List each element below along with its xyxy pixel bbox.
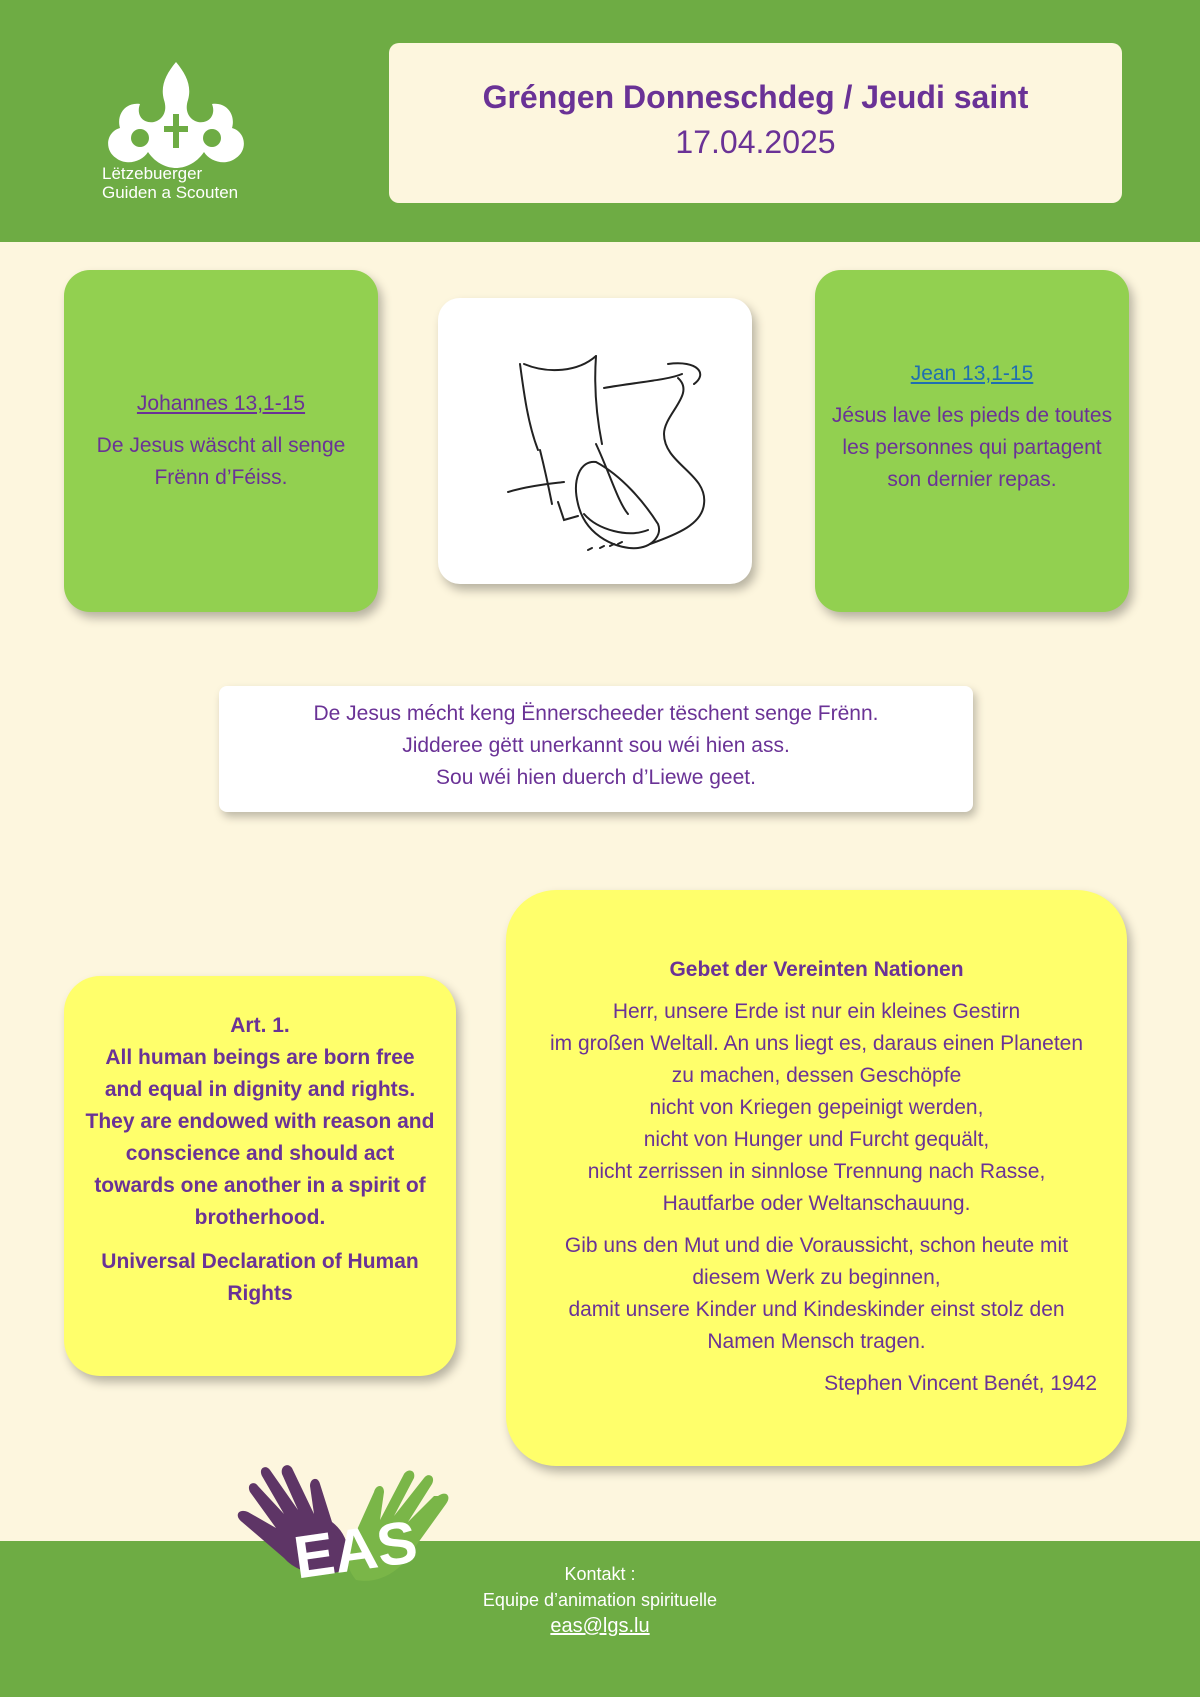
bible-reference-lu[interactable]: Johannes 13,1-15 xyxy=(136,392,306,415)
prayer-title: Gebet der Vereinten Nationen xyxy=(669,958,964,981)
card-bible-lu xyxy=(64,270,378,612)
footer-banner xyxy=(0,1541,1200,1697)
bible-summary-fr: Jésus lave les pieds de toutes les personnes qui partagent son dernier repas. xyxy=(831,404,1113,491)
contact-label: Kontakt : xyxy=(564,1564,636,1584)
card-feet-illustration xyxy=(438,298,752,584)
prayer-line: damit unsere Kinder und Kindeskinder einst stolz den xyxy=(568,1298,1065,1321)
quote-line-2: Jidderee gëtt unerkannt sou wéi hien ass. xyxy=(402,734,790,757)
eas-hands-logo-icon xyxy=(228,1462,454,1592)
page-date: 17.04.2025 xyxy=(675,124,836,160)
title-box xyxy=(389,43,1122,203)
prayer-stanza-2 xyxy=(530,1230,1103,1358)
prayer-line: nicht von Hunger und Furcht gequält, xyxy=(643,1128,990,1151)
prayer-line: im großen Weltall. An uns liegt es, daraus einen Planeten xyxy=(549,1032,1084,1055)
card-human-rights xyxy=(64,976,456,1376)
quote-line-1: De Jesus mécht keng Ënnerscheeder tëschent senge Frënn. xyxy=(313,702,879,725)
prayer-line: nicht zerrissen in sinnlose Trennung nach Rasse, xyxy=(587,1160,1046,1183)
eas-logo-text: EAS xyxy=(289,1507,422,1592)
prayer-line: zu machen, dessen Geschöpfe xyxy=(671,1064,962,1087)
logo-text-line2: Guiden a Scouten xyxy=(102,183,239,202)
prayer-line: Gib uns den Mut und die Voraussicht, schon heute mit xyxy=(564,1234,1069,1257)
prayer-line: diesem Werk zu beginnen, xyxy=(692,1266,941,1289)
contact-team: Equipe d’animation spirituelle xyxy=(482,1590,718,1610)
prayer-line: Hautfarbe oder Weltanschauung. xyxy=(662,1192,971,1215)
article-text: All human beings are born free and equal in dignity and rights. They are endowed with reason and conscience and should act towards one another in a spirit of brotherhood. xyxy=(85,1046,435,1229)
prayer-author: Stephen Vincent Benét, 1942 xyxy=(824,1372,1097,1395)
logo-text xyxy=(102,164,238,202)
feet-sketch-icon xyxy=(468,324,722,558)
prayer-line: Namen Mensch tragen. xyxy=(707,1330,926,1353)
page-title: Gréngen Donneschdeg / Jeudi saint xyxy=(482,79,1029,115)
quote-line-3: Sou wéi hien duerch d’Liewe geet. xyxy=(436,766,756,789)
article-heading: Art. 1. xyxy=(230,1014,290,1037)
bible-summary-lu: De Jesus wäscht all senge Frënn d’Féiss. xyxy=(96,434,346,489)
logo-text-line1: Lëtzebuerger xyxy=(102,164,203,183)
contact-block xyxy=(0,1561,1200,1639)
header-banner xyxy=(0,0,1200,242)
card-bible-fr xyxy=(815,270,1129,612)
bible-reference-fr-link[interactable]: Jean 13,1-15 xyxy=(910,362,1034,385)
prayer-stanza-1 xyxy=(530,996,1103,1220)
reflection-quote xyxy=(219,686,973,812)
contact-email-link[interactable]: eas@lgs.lu xyxy=(550,1615,650,1637)
prayer-line: Herr, unsere Erde ist nur ein kleines Gestirn xyxy=(612,1000,1021,1023)
article-source: Universal Declaration of Human Rights xyxy=(101,1250,419,1305)
prayer-line: nicht von Kriegen gepeinigt werden, xyxy=(649,1096,984,1119)
card-prayer xyxy=(506,890,1127,1466)
